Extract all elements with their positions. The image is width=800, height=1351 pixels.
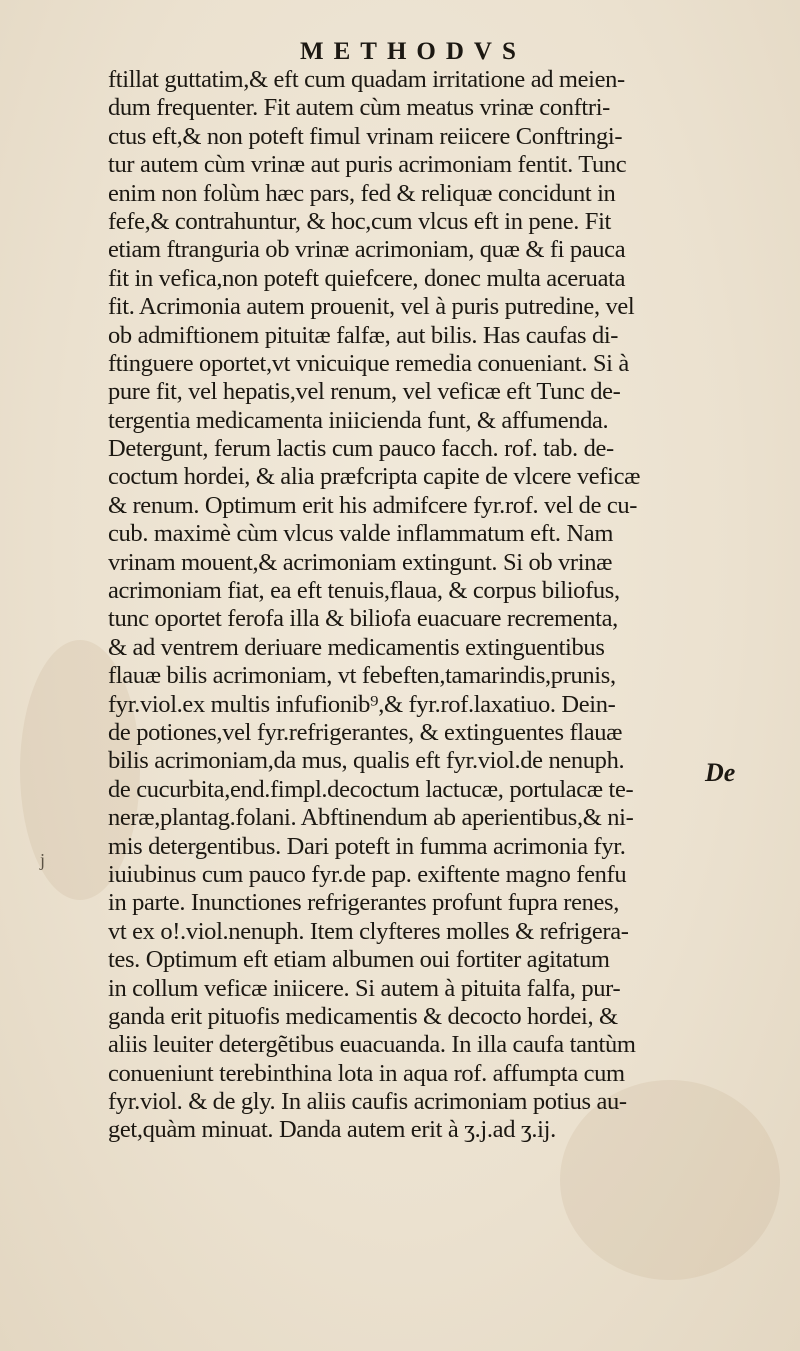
text-line: vrinam mouent,& acrimoniam extingunt. Si ob vrinæ [108, 548, 613, 576]
catchword: De [705, 758, 736, 787]
text-line: tes. Optimum eft etiam albumen oui fortiter agitatum [108, 946, 610, 974]
text-line: tunc oportet ferofa illa & biliofa euacuare recrementa, [108, 605, 618, 633]
text-line: coctum hordei, & alia præfcripta capite de vlcere veficæ [108, 463, 641, 491]
text-line: fefe,& contrahuntur, & hoc,cum vlcus eft in pene. Fit [108, 207, 611, 235]
text-line: fit. Acrimonia autem prouenit, vel à puris putredine, vel [108, 293, 635, 321]
text-line: fyr.viol.ex multis infufionib⁹,& fyr.rof.laxatiuo. Dein- [108, 690, 616, 718]
running-head: METHODVS [300, 38, 526, 65]
text-line: conueniunt terebinthina lota in aqua rof. affumpta cum [108, 1059, 625, 1087]
text-line: flauæ bilis acrimoniam, vt febeften,tamarindis,prunis, [108, 662, 616, 690]
text-line: fit in vefica,non poteft quiefcere, donec multa aceruata [108, 264, 626, 292]
text-line: & ad ventrem deriuare medicamentis extinguentibus [108, 633, 605, 661]
text-line: cub. maximè cùm vlcus valde inflammatum eft. Nam [108, 520, 614, 548]
text-line: de cucurbita,end.fimpl.decoctum lactucæ, portulacæ te- [108, 775, 634, 803]
text-line: enim non folùm hæc pars, fed & reliquæ concidunt in [108, 179, 616, 207]
text-line: mis detergentibus. Dari poteft in fumma acrimonia fyr. [108, 832, 626, 860]
text-line: de potiones,vel fyr.refrigerantes, & extinguentes flauæ [108, 718, 623, 746]
margin-mark: j [40, 850, 46, 870]
text-line: Detergunt, ferum lactis cum pauco facch. rof. tab. de- [108, 435, 614, 463]
text-line: in collum veficæ iniicere. Si autem à pituita falfa, pur- [108, 974, 621, 1002]
text-line: bilis acrimoniam,da mus, qualis eft fyr.viol.de nenuph. [108, 747, 625, 775]
text-block [108, 66, 728, 1145]
text-line: dum frequenter. Fit autem cùm meatus vrinæ conftri- [108, 94, 610, 122]
text-line: acrimoniam fiat, ea eft tenuis,flaua, & corpus biliofus, [108, 577, 620, 605]
text-line: etiam ftranguria ob vrinæ acrimoniam, quæ & fi pauca [108, 236, 626, 264]
text-line: aliis leuiter detergẽtibus euacuanda. In illa caufa tantùm [108, 1031, 636, 1059]
text-line: tur autem cùm vrinæ aut puris acrimoniam fentit. Tunc [108, 151, 627, 179]
text-line: in parte. Inunctiones refrigerantes profunt fupra renes, [108, 889, 620, 917]
text-line: ftinguere oportet,vt vnicuique remedia conueniant. Si à [108, 349, 629, 377]
text-line: pure fit, vel hepatis,vel renum, vel veficæ eft Tunc de- [108, 378, 621, 406]
text-line: iuiubinus cum pauco fyr.de pap. exiftente magno fenfu [108, 860, 627, 888]
text-line: ftillat guttatim,& eft cum quadam irritatione ad meien- [108, 66, 625, 93]
text-line: & renum. Optimum erit his admifcere fyr.rof. vel de cu- [108, 491, 638, 519]
text-line: ob admiftionem pituitæ falfæ, aut bilis. Has caufas di- [108, 321, 619, 349]
text-line: ganda erit pituofis medicamentis & decocto hordei, & [108, 1002, 618, 1030]
text-line: vt ex o!.viol.nenuph. Item clyfteres molles & refrigera- [108, 917, 629, 945]
text-line: ctus eft,& non poteft fimul vrinam reiicere Conftringi- [108, 122, 623, 150]
text-line: fyr.viol. & de gly. In aliis caufis acrimoniam potius au- [108, 1088, 627, 1116]
text-line: get,quàm minuat. Danda autem erit à ʒ.j.ad ʒ.ij. [108, 1116, 556, 1144]
text-line: tergentia medicamenta iniicienda funt, & affumenda. [108, 406, 609, 434]
text-line: neræ,plantag.folani. Abftinendum ab aperientibus,& ni- [108, 804, 634, 832]
